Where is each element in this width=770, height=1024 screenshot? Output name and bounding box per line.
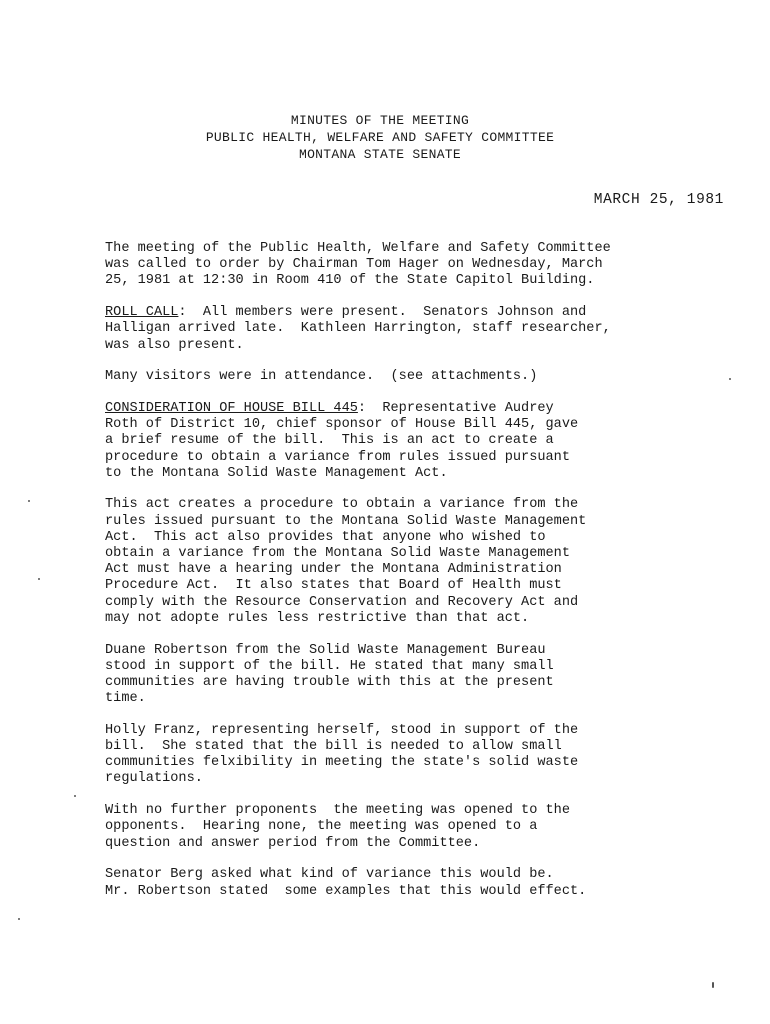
paragraph-robertson-support	[105, 643, 725, 708]
text-fragment: : All members were present. Senators Johnson and	[178, 305, 587, 321]
text-line: opponents. Hearing none, the meeting was opened to a	[105, 819, 538, 835]
text-line: procedure to obtain a variance from rules issued pursuant	[105, 449, 570, 465]
paragraph-visitors	[105, 369, 725, 385]
scan-speck	[74, 795, 76, 797]
document-header	[0, 112, 760, 163]
paragraph-consideration	[105, 401, 725, 482]
text-line: Mr. Robertson stated some examples that this would effect.	[105, 883, 587, 899]
text-line: rules issued pursuant to the Montana Solid Waste Management	[105, 513, 587, 529]
text-line: Procedure Act. It also states that Board of Health must	[105, 578, 562, 594]
scan-speck	[18, 918, 20, 920]
paragraph-roll-call	[105, 305, 725, 354]
roll-call-heading: ROLL CALL	[105, 305, 179, 321]
text-line: 25, 1981 at 12:30 in Room 410 of the State Capitol Building.	[105, 273, 595, 289]
paragraph-franz-support	[105, 723, 725, 788]
scan-speck	[712, 982, 714, 988]
text-line: question and answer period from the Committee.	[105, 835, 481, 851]
header-committee: PUBLIC HEALTH, WELFARE AND SAFETY COMMITTEE	[205, 130, 555, 145]
text-line: With no further proponents the meeting was opened to the	[105, 803, 570, 819]
text-line: was called to order by Chairman Tom Hager on Wednesday, March	[105, 257, 603, 273]
text-line: communities are having trouble with this at the present	[105, 674, 554, 690]
text-line: was also present.	[105, 337, 244, 353]
text-fragment: : Representative Audrey	[357, 400, 554, 416]
text-line: stood in support of the bill. He stated that many small	[105, 658, 554, 674]
header-senate: MONTANA STATE SENATE	[298, 147, 462, 162]
text-line: Act. This act also provides that anyone who wished to	[105, 529, 546, 545]
text-line	[105, 401, 725, 417]
text-line: Halligan arrived late. Kathleen Harrington, staff researcher,	[105, 321, 611, 337]
paragraph-act-summary	[105, 497, 725, 627]
text-line: This act creates a procedure to obtain a variance from the	[105, 497, 579, 513]
text-line: regulations.	[105, 771, 203, 787]
text-line: The meeting of the Public Health, Welfare and Safety Committee	[105, 241, 611, 256]
text-line: time.	[105, 691, 146, 707]
text-line	[105, 305, 725, 321]
header-title: MINUTES OF THE MEETING	[290, 113, 470, 128]
meeting-date: MARCH 25, 1981	[593, 192, 724, 208]
text-line: Duane Robertson from the Solid Waste Management Bureau	[105, 642, 546, 658]
paragraph-call-to-order	[105, 241, 725, 290]
text-line: bill. She stated that the bill is needed to allow small	[105, 739, 562, 755]
text-line: obtain a variance from the Montana Solid Waste Management	[105, 546, 570, 562]
scan-speck	[38, 578, 40, 580]
scan-speck	[729, 378, 731, 380]
text-line: Senator Berg asked what kind of variance this would be.	[105, 867, 554, 883]
text-line: Roth of District 10, chief sponsor of House Bill 445, gave	[105, 417, 579, 433]
text-line: communities felxibility in meeting the state's solid waste	[105, 755, 579, 771]
minutes-body	[105, 241, 725, 915]
text-line: comply with the Resource Conservation and Recovery Act and	[105, 594, 579, 610]
bill-heading: CONSIDERATION OF HOUSE BILL 445	[105, 400, 358, 416]
text-line: Act must have a hearing under the Montana Administration	[105, 562, 562, 578]
text-line: may not adopte rules less restrictive than that act.	[105, 610, 530, 626]
text-line: to the Montana Solid Waste Management Act.	[105, 465, 448, 481]
text-line: a brief resume of the bill. This is an act to create a	[105, 433, 554, 449]
scan-speck	[28, 500, 30, 502]
paragraph-questions	[105, 867, 725, 899]
paragraph-opponents	[105, 803, 725, 852]
text-line: Holly Franz, representing herself, stood in support of the	[105, 722, 579, 738]
text-line: Many visitors were in attendance. (see attachments.)	[105, 369, 538, 385]
